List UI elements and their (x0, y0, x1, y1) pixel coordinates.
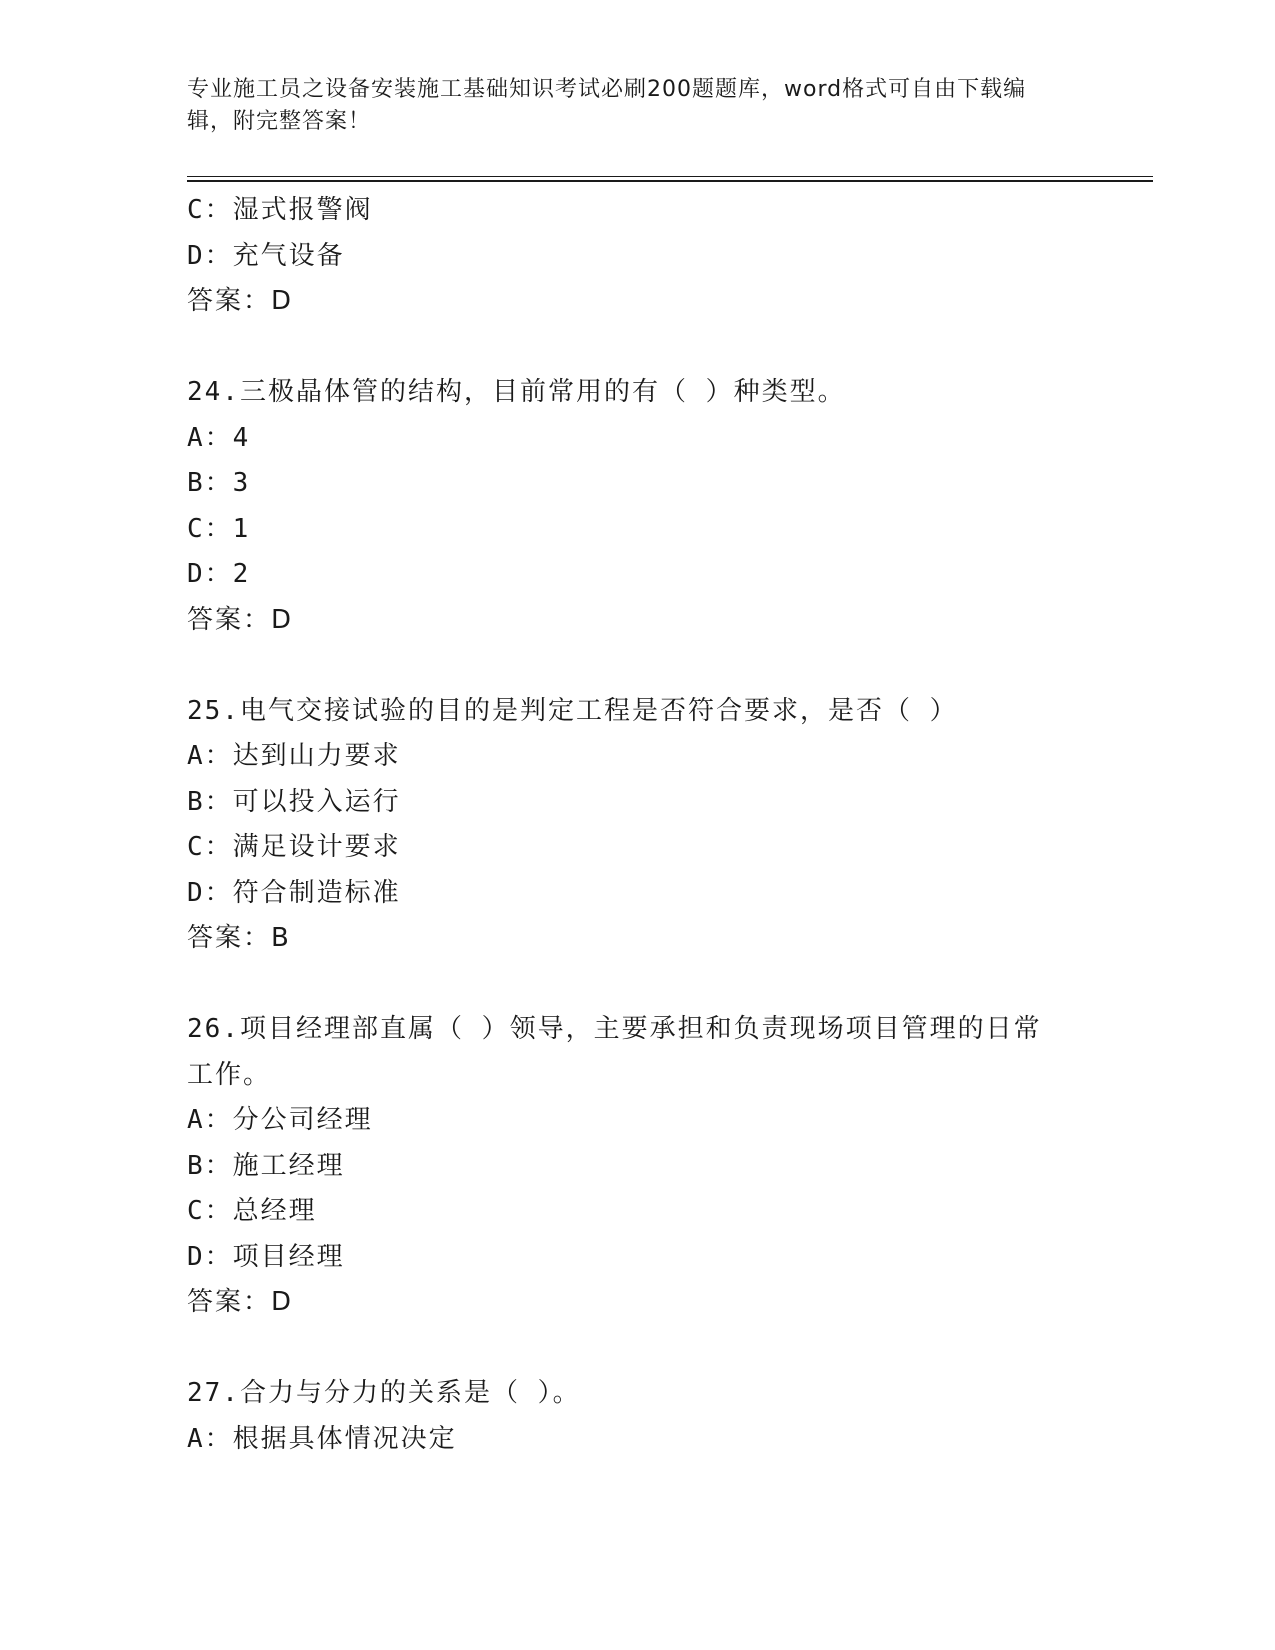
option-b: B：可以投入运行 (187, 786, 401, 817)
answer-line: 答案：B (187, 923, 291, 953)
answer-line: 答案：D (187, 286, 294, 316)
option-a: A：4 (187, 422, 251, 453)
answer-line: 答案：D (187, 604, 294, 635)
continued-question (187, 188, 1067, 325)
question-26 (187, 1007, 1067, 1326)
option-a: A：分公司经理 (187, 1105, 373, 1135)
option-b: B：施工经理 (187, 1150, 345, 1181)
option-c: C：满足设计要求 (187, 832, 401, 862)
option-a: A：达到山力要求 (187, 741, 401, 771)
question-list (187, 188, 1067, 1462)
document-header: 专业施工员之设备安装施工基础知识考试必刷200题题库，word格式可自由下载编辑，附完整答案！ (187, 77, 1027, 134)
option-a: A：根据具体情况决定 (187, 1423, 457, 1454)
question-stem: 24.三极晶体管的结构，目前常用的有（ ）种类型。 (187, 377, 846, 407)
header-rule-thin (187, 176, 1153, 177)
option-d: D：项目经理 (187, 1241, 345, 1272)
option-d: D：符合制造标准 (187, 877, 401, 908)
question-25 (187, 689, 1067, 962)
question-24 (187, 370, 1067, 643)
question-27 (187, 1371, 1067, 1462)
answer-line: 答案：D (187, 1287, 294, 1317)
option-d: D：2 (187, 559, 251, 589)
option-c: C：1 (187, 513, 251, 544)
header-rule-thick (187, 180, 1153, 182)
question-stem: 27.合力与分力的关系是（ ）。 (187, 1378, 581, 1408)
option-b: B：3 (187, 468, 251, 498)
option-c: C：总经理 (187, 1196, 317, 1226)
option-d: D：充气设备 (187, 240, 345, 271)
question-stem: 25.电气交接试验的目的是判定工程是否符合要求，是否（ ） (187, 695, 958, 726)
question-stem: 26.项目经理部直属（ ）领导，主要承担和负责现场项目管理的日常工作。 (187, 1014, 1042, 1090)
option-c: C：湿式报警阀 (187, 195, 373, 225)
